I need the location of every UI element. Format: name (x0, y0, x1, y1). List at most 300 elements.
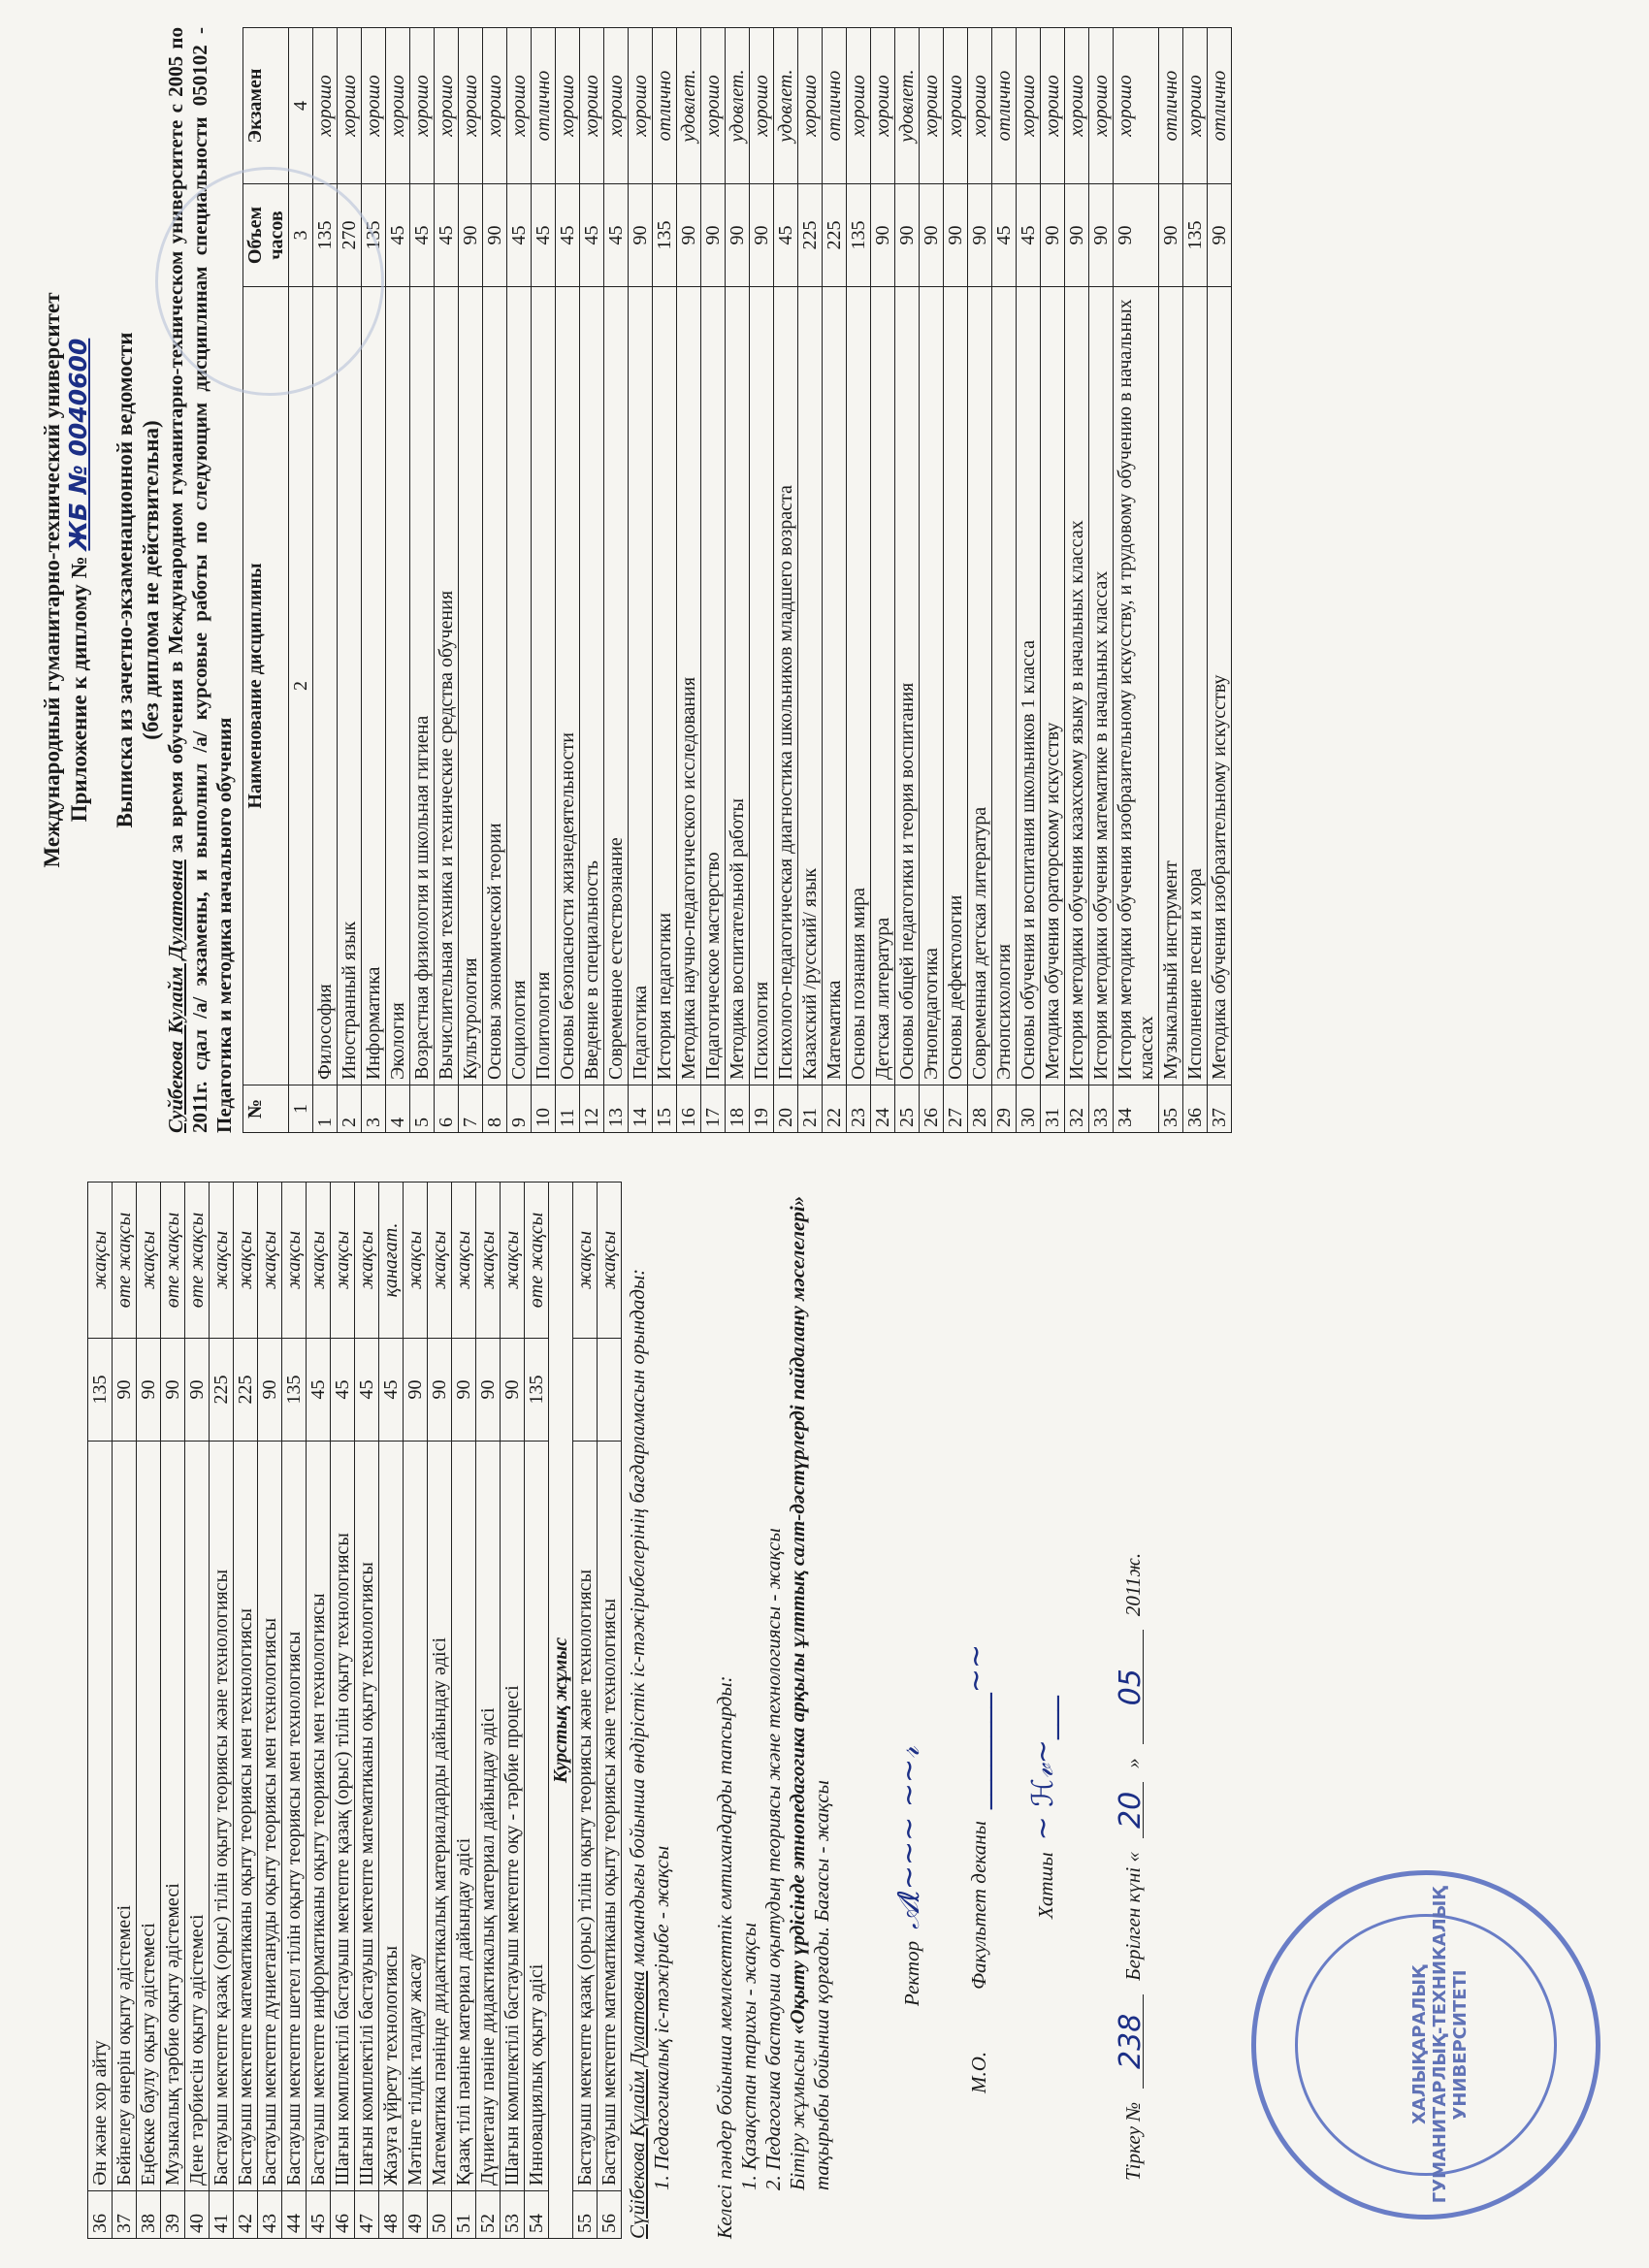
exams-intro: Келесі пәндер бойынша мемлекеттік емтихандарды тапсырды: (713, 1675, 736, 2239)
table-row (459, 28, 483, 1133)
row-number: 8 (483, 1085, 507, 1133)
issued-mid: » (1121, 1758, 1145, 1768)
row-grade: жақсы (404, 1183, 428, 1339)
dean-signature: ________~~ (959, 1643, 993, 1810)
row-discipline: Этнопсихология (992, 287, 1017, 1085)
row-discipline: Методика воспитательной работы (726, 287, 750, 1085)
row-grade: хорошо (313, 28, 338, 184)
row-discipline: Шағын комплектілі бастауыш мектепте математиканы оқыту технологиясы (355, 1442, 379, 2191)
row-discipline: Методика обучения изобразительному искусству (1208, 287, 1232, 1085)
row-number: 50 (428, 2191, 452, 2239)
diploma-appendix (65, 27, 92, 1133)
issued-year: 2011ж. (1121, 1552, 1145, 1617)
row-discipline: Бастауыш мектепте математиканы оқыту теориясы және технологиясы (598, 1442, 622, 2191)
row-number: 18 (726, 1085, 750, 1133)
table-row (1208, 28, 1232, 1133)
exam-2: 2. Педагогика бастауыш оқытудың теориясы және технологиясы - жақсы (761, 1528, 785, 2190)
row-hours: 90 (1041, 184, 1065, 287)
thesis-prefix: Бітіру жұмысын (786, 2039, 809, 2190)
row-number: 21 (798, 1085, 823, 1133)
row-number: 31 (1041, 1085, 1065, 1133)
row-grade: хорошо (386, 28, 410, 184)
table-row (1017, 28, 1041, 1133)
row-grade: жақсы (282, 1183, 307, 1339)
table-row (701, 28, 726, 1133)
left-panel (87, 1182, 1600, 2239)
extract-subtitle: (без диплома не действительна) (139, 420, 163, 740)
student-name-ru: Суйбекова Кулайм Дулатовна (164, 859, 187, 1133)
row-discipline: Математика пәнінде дидактикалық материалдарды дайындау әдісі (428, 1442, 452, 2191)
dean-label: Факультет деканы (967, 1821, 990, 1990)
row-grade: отлично (823, 28, 847, 184)
row-grade: хорошо (1041, 28, 1065, 184)
table-row (331, 1183, 355, 2239)
table-row (895, 28, 920, 1133)
row-hours: 90 (483, 184, 507, 287)
row-number: 45 (307, 2191, 331, 2239)
row-number: 52 (476, 2191, 501, 2239)
secretary-signature-line (1026, 1182, 1060, 1919)
row-number: 14 (629, 1085, 653, 1133)
idx-1: 1 (289, 1085, 313, 1133)
left-grades-table (87, 1182, 622, 2239)
row-grade: хорошо (944, 28, 968, 184)
row-discipline: Бастауыш мектепте информатиканы оқыту теориясы мен технологиясы (307, 1442, 331, 2191)
table-row (726, 28, 750, 1133)
col-hours-header: Объем часов (243, 184, 289, 287)
exam-1: 1. Қазақстан тарихы - жақсы (737, 1923, 760, 2190)
row-discipline: Педагогическое мастерство (701, 287, 726, 1085)
row-number: 25 (895, 1085, 920, 1133)
row-discipline: Психология (750, 287, 774, 1085)
row-grade: удовлет. (726, 28, 750, 184)
table-row (629, 28, 653, 1133)
row-grade: өте жақсы (113, 1183, 137, 1339)
row-grade: жақсы (598, 1183, 622, 1339)
row-hours: 135 (282, 1339, 307, 1442)
table-row (580, 28, 604, 1133)
row-number: 51 (452, 2191, 476, 2239)
row-grade: хорошо (483, 28, 507, 184)
row-discipline: Бастауыш мектепте қазақ (орыс) тілін оқыту теориясы және технологиясы (573, 1442, 598, 2191)
row-hours: 45 (435, 184, 459, 287)
row-grade: отлично (1159, 28, 1183, 184)
row-number: 37 (1208, 1085, 1232, 1133)
row-grade: жақсы (88, 1183, 113, 1339)
table-row (185, 1183, 210, 2239)
row-number: 55 (573, 2191, 598, 2239)
table-row (1183, 28, 1208, 1133)
row-grade: хорошо (604, 28, 629, 184)
row-discipline: Культурология (459, 287, 483, 1085)
row-discipline: Информатика (362, 287, 386, 1085)
row-grade: хорошо (459, 28, 483, 184)
row-discipline: Методика научно-педагогического исследования (677, 287, 701, 1085)
table-row (476, 1183, 501, 2239)
rector-signature-line (892, 1182, 926, 2006)
row-number: 35 (1159, 1085, 1183, 1133)
table-row (1065, 28, 1089, 1133)
row-hours: 90 (1159, 184, 1183, 287)
thesis-title: «Оқыту үрдісінде этнопедагогика арқылы ұлттық салт-дәстүрлерді пайдалану мәселелері» (786, 1195, 809, 2035)
row-number: 41 (210, 2191, 234, 2239)
row-grade: жақсы (234, 1183, 258, 1339)
row-hours: 90 (726, 184, 750, 287)
university-name: Международный гуманитарно-технический университет (40, 292, 64, 868)
row-hours: 90 (920, 184, 944, 287)
row-hours: 90 (428, 1339, 452, 1442)
row-grade: хорошо (920, 28, 944, 184)
row-number: 49 (404, 2191, 428, 2239)
row-grade: удовлет. (677, 28, 701, 184)
row-discipline: Политология (532, 287, 556, 1085)
row-hours: 90 (501, 1339, 525, 1442)
row-grade: өте жақсы (525, 1183, 549, 1339)
diploma-number: ЖБ № 0040600 (64, 338, 92, 551)
row-hours: 225 (798, 184, 823, 287)
table-row (501, 1183, 525, 2239)
secretary-signature: ~ ℋ𝓋~___ (1026, 1696, 1060, 1841)
row-hours: 45 (507, 184, 532, 287)
row-hours: 45 (774, 184, 798, 287)
row-number: 46 (331, 2191, 355, 2239)
row-number: 54 (525, 2191, 549, 2239)
row-discipline: Психолого-педагогическая диагностика школьников младшего возраста (774, 287, 798, 1085)
row-grade: отлично (653, 28, 677, 184)
row-hours: 135 (653, 184, 677, 287)
row-grade: жақсы (307, 1183, 331, 1339)
table-row (1159, 28, 1183, 1133)
table-row (798, 28, 823, 1133)
row-discipline: Дене тәрбиесін оқыту әдістемесі (185, 1442, 210, 2191)
row-hours: 225 (210, 1339, 234, 1442)
row-hours: 45 (992, 184, 1017, 287)
row-discipline: Шағын комплектілі бастауыш мектепте оқу - тәрбие процесі (501, 1442, 525, 2191)
row-grade: хорошо (1089, 28, 1114, 184)
row-number: 39 (161, 2191, 185, 2239)
practice-intro-rest: мамандығы бойынша өндірістік іс-тәжірибелерінің бағдарламасын орындады: (626, 1268, 649, 1971)
reg-label: Тіркеу № (1121, 2101, 1145, 2181)
row-number: 12 (580, 1085, 604, 1133)
row-discipline: Ән және хор айту (88, 1442, 113, 2191)
practice-item: 1. Педагогикалық іс-тәжірибе - жақсы (650, 1845, 673, 2190)
row-discipline: Бастауыш мектепте дүниетануды оқыту теориясы мен технологиясы (258, 1442, 282, 2191)
row-discipline: Шағын комплектілі бастауыш мектепте қазақ (орыс) тілін оқыту технологиясы (331, 1442, 355, 2191)
row-hours: 90 (944, 184, 968, 287)
row-hours: 45 (379, 1339, 404, 1442)
row-number: 44 (282, 2191, 307, 2239)
row-grade: жақсы (137, 1183, 161, 1339)
row-grade: хорошо (435, 28, 459, 184)
idx-4: 4 (289, 28, 313, 184)
row-hours: 45 (386, 184, 410, 287)
row-grade: хорошо (362, 28, 386, 184)
row-discipline: Методика обучения ораторскому искусству (1041, 287, 1065, 1085)
row-number: 43 (258, 2191, 282, 2239)
row-hours (598, 1339, 622, 1442)
row-number: 6 (435, 1085, 459, 1133)
table-row (525, 1183, 549, 2239)
row-number: 38 (137, 2191, 161, 2239)
table-row (88, 1183, 113, 2239)
right-grades-table (242, 27, 1232, 1133)
table-row (428, 1183, 452, 2239)
row-hours: 135 (88, 1339, 113, 1442)
row-hours: 90 (137, 1339, 161, 1442)
col-exam-header: Экзамен (243, 28, 289, 184)
row-hours: 90 (452, 1339, 476, 1442)
row-discipline: Еңбекке баулу оқыту әдістемесі (137, 1442, 161, 2191)
row-number: 1 (313, 1085, 338, 1133)
row-hours: 45 (580, 184, 604, 287)
row-hours: 90 (258, 1339, 282, 1442)
table-row (847, 28, 871, 1133)
thesis-line (786, 1182, 834, 2190)
row-number: 13 (604, 1085, 629, 1133)
row-hours: 90 (459, 184, 483, 287)
table-row (379, 1183, 404, 2239)
row-discipline: Основы безопасности жизнедеятельности (556, 287, 580, 1085)
university-seal-text: ХАЛЫҚАРАЛЫҚ ГУМАНИТАРЛЫҚ-ТЕХНИКАЛЫҚ УНИВЕРСИТЕТІ (1408, 1886, 1471, 2204)
row-hours: 90 (404, 1339, 428, 1442)
table-row (1089, 28, 1114, 1133)
table-row (1114, 28, 1159, 1133)
rector-signature: 𝒜ℓ~~~ ~~𝓇 (892, 1746, 926, 1929)
row-hours: 45 (410, 184, 435, 287)
row-discipline: Основы экономической теории (483, 287, 507, 1085)
row-grade: отлично (1208, 28, 1232, 184)
row-grade: жақсы (501, 1183, 525, 1339)
row-hours: 90 (968, 184, 992, 287)
table-row (410, 28, 435, 1133)
idx-2: 2 (289, 287, 313, 1085)
row-hours: 270 (338, 184, 362, 287)
table-row (307, 1183, 331, 2239)
row-number: 42 (234, 2191, 258, 2239)
row-discipline: Математика (823, 287, 847, 1085)
row-grade: жақсы (573, 1183, 598, 1339)
table-row (362, 28, 386, 1133)
row-grade: жақсы (331, 1183, 355, 1339)
table-row (750, 28, 774, 1133)
row-number: 48 (379, 2191, 404, 2239)
row-number: 36 (88, 2191, 113, 2239)
row-grade: отлично (992, 28, 1017, 184)
extract-intro-rest: за время обучения в Международном гуманитарно-техническом университете с 2005 по 2011г. сдал /а/ экзамены, и выполнил /а/ курсовые работы по следующим дисциплинам специальности 050102 - Педагогика и методика начального обучения (164, 27, 236, 1133)
row-discipline: Дүниетану пәніне дидактикалық материал дайындау әдісі (476, 1442, 501, 2191)
reg-number: 238 (1118, 1994, 1144, 2089)
table-row (532, 28, 556, 1133)
row-grade: удовлет. (895, 28, 920, 184)
issued-day: 20 (1118, 1782, 1144, 1838)
row-number: 30 (1017, 1085, 1041, 1133)
table-row (355, 1183, 379, 2239)
university-seal (1251, 1870, 1600, 2219)
row-number: 34 (1114, 1085, 1159, 1133)
table-row (992, 28, 1017, 1133)
row-grade: жақсы (355, 1183, 379, 1339)
table-row (210, 1183, 234, 2239)
row-hours: 45 (532, 184, 556, 287)
table-row (137, 1183, 161, 2239)
row-grade: хорошо (871, 28, 895, 184)
row-hours: 90 (476, 1339, 501, 1442)
row-grade: хорошо (580, 28, 604, 184)
row-discipline: Основы дефектологии (944, 287, 968, 1085)
row-grade: жақсы (210, 1183, 234, 1339)
table-row (653, 28, 677, 1133)
row-number: 16 (677, 1085, 701, 1133)
table-row (483, 28, 507, 1133)
table-row (161, 1183, 185, 2239)
row-hours: 90 (185, 1339, 210, 1442)
student-name-kz: Сүйібекова Құлайм Дулатовна (626, 1970, 649, 2239)
row-hours: 135 (1183, 184, 1208, 287)
dean-signature-line (959, 1182, 993, 2093)
col-no-header: № (243, 1085, 289, 1133)
row-discipline: Исполнение песни и хора (1183, 287, 1208, 1085)
row-hours: 45 (556, 184, 580, 287)
row-number: 56 (598, 2191, 622, 2239)
row-discipline: История методики обучения изобразительному искусству, и трудовому обучению в начальных классах (1114, 287, 1159, 1085)
table-row (604, 28, 629, 1133)
row-hours: 45 (355, 1339, 379, 1442)
row-grade: хорошо (1114, 28, 1159, 184)
row-number: 40 (185, 2191, 210, 2239)
table-row (920, 28, 944, 1133)
row-discipline: Детская литература (871, 287, 895, 1085)
registration-line (1114, 1182, 1148, 2181)
row-discipline: История методики обучения математике в начальных классах (1089, 287, 1114, 1085)
row-hours: 45 (604, 184, 629, 287)
rector-label: Ректор (900, 1940, 923, 2006)
row-number: 28 (968, 1085, 992, 1133)
row-discipline: Казахский /русский/ язык (798, 287, 823, 1085)
col-name-header: Наименование дисциплины (243, 287, 289, 1085)
row-number: 32 (1065, 1085, 1089, 1133)
row-number: 37 (113, 2191, 137, 2239)
row-number: 10 (532, 1085, 556, 1133)
row-discipline: Жазуға үйрету технологиясы (379, 1442, 404, 2191)
row-discipline: Бастауыш мектепте қазақ (орыс) тілін оқыту теориясы және технологиясы (210, 1442, 234, 2191)
secretary-label: Хатшы (1034, 1852, 1057, 1919)
idx-3: 3 (289, 184, 313, 287)
table-row (282, 1183, 307, 2239)
practice-intro (626, 1182, 650, 2239)
row-grade: хорошо (1065, 28, 1089, 184)
row-number: 20 (774, 1085, 798, 1133)
row-discipline: История педагогики (653, 287, 677, 1085)
row-number: 22 (823, 1085, 847, 1133)
row-hours: 90 (629, 184, 653, 287)
row-grade: отлично (532, 28, 556, 184)
table-row (774, 28, 798, 1133)
faint-seal (155, 167, 384, 396)
row-grade: хорошо (1017, 28, 1041, 184)
row-hours: 90 (161, 1339, 185, 1442)
row-grade: хорошо (750, 28, 774, 184)
row-grade: жақсы (428, 1183, 452, 1339)
course-work-section-row (549, 1183, 573, 2239)
row-discipline: Бейнелеу өнерін оқыту әдістемесі (113, 1442, 137, 2191)
row-discipline: Основы обучения и воспитания школьников 1 класса (1017, 287, 1041, 1085)
row-grade: хорошо (556, 28, 580, 184)
row-number: 17 (701, 1085, 726, 1133)
row-hours: 135 (525, 1339, 549, 1442)
row-hours: 90 (701, 184, 726, 287)
row-number: 47 (355, 2191, 379, 2239)
row-number: 24 (871, 1085, 895, 1133)
row-discipline: Современное естествознание (604, 287, 629, 1085)
row-number: 15 (653, 1085, 677, 1133)
table-row (1041, 28, 1065, 1133)
row-number: 11 (556, 1085, 580, 1133)
table-row (113, 1183, 137, 2239)
row-grade: хорошо (847, 28, 871, 184)
table-row (823, 28, 847, 1133)
row-number: 26 (920, 1085, 944, 1133)
row-grade: хорошо (968, 28, 992, 184)
row-number: 23 (847, 1085, 871, 1133)
table-row (507, 28, 532, 1133)
row-hours: 135 (847, 184, 871, 287)
row-grade: хорошо (629, 28, 653, 184)
row-hours: 90 (750, 184, 774, 287)
row-hours (573, 1339, 598, 1442)
right-panel (39, 27, 1610, 1133)
row-number: 7 (459, 1085, 483, 1133)
row-number: 3 (362, 1085, 386, 1133)
table-row (871, 28, 895, 1133)
row-discipline: Социология (507, 287, 532, 1085)
course-work-title: Курстық жұмыс (549, 1183, 573, 2239)
row-number: 19 (750, 1085, 774, 1133)
appendix-label: Приложение к диплому № (67, 556, 91, 823)
row-discipline: Экология (386, 287, 410, 1085)
row-hours: 90 (1114, 184, 1159, 287)
table-row (556, 28, 580, 1133)
row-discipline: Педагогика (629, 287, 653, 1085)
row-discipline: Музыкалық тәрбие оқыту әдістемесі (161, 1442, 185, 2191)
table-row (234, 1183, 258, 2239)
row-grade: өте жақсы (161, 1183, 185, 1339)
row-discipline: Бастауыш мектепте математиканы оқыту теориясы мен технологиясы (234, 1442, 258, 2191)
row-hours: 90 (1208, 184, 1232, 287)
row-hours: 90 (895, 184, 920, 287)
row-discipline: Современная детская литература (968, 287, 992, 1085)
row-grade: хорошо (410, 28, 435, 184)
row-grade: өте жақсы (185, 1183, 210, 1339)
extract-title: Выписка из зачетно-экзаменационной ведомости (113, 332, 137, 828)
row-hours: 135 (313, 184, 338, 287)
row-grade: хорошо (338, 28, 362, 184)
row-discipline: Философия (313, 287, 338, 1085)
row-discipline: История методики обучения казахскому языку в начальных классах (1065, 287, 1089, 1085)
table-row (968, 28, 992, 1133)
row-discipline: Введение в специальность (580, 287, 604, 1085)
table-row (435, 28, 459, 1133)
row-hours: 225 (234, 1339, 258, 1442)
row-discipline: Основы познания мира (847, 287, 871, 1085)
row-number: 4 (386, 1085, 410, 1133)
row-number: 27 (944, 1085, 968, 1133)
row-grade: хорошо (1183, 28, 1208, 184)
table-row (452, 1183, 476, 2239)
issued-label: Берілген күні « (1121, 1852, 1145, 1981)
row-discipline: Бастауыш мектепте шетел тілін оқыту теориясы мен технологиясы (282, 1442, 307, 2191)
table-row (258, 1183, 282, 2239)
issued-month: 05 (1118, 1630, 1144, 1744)
